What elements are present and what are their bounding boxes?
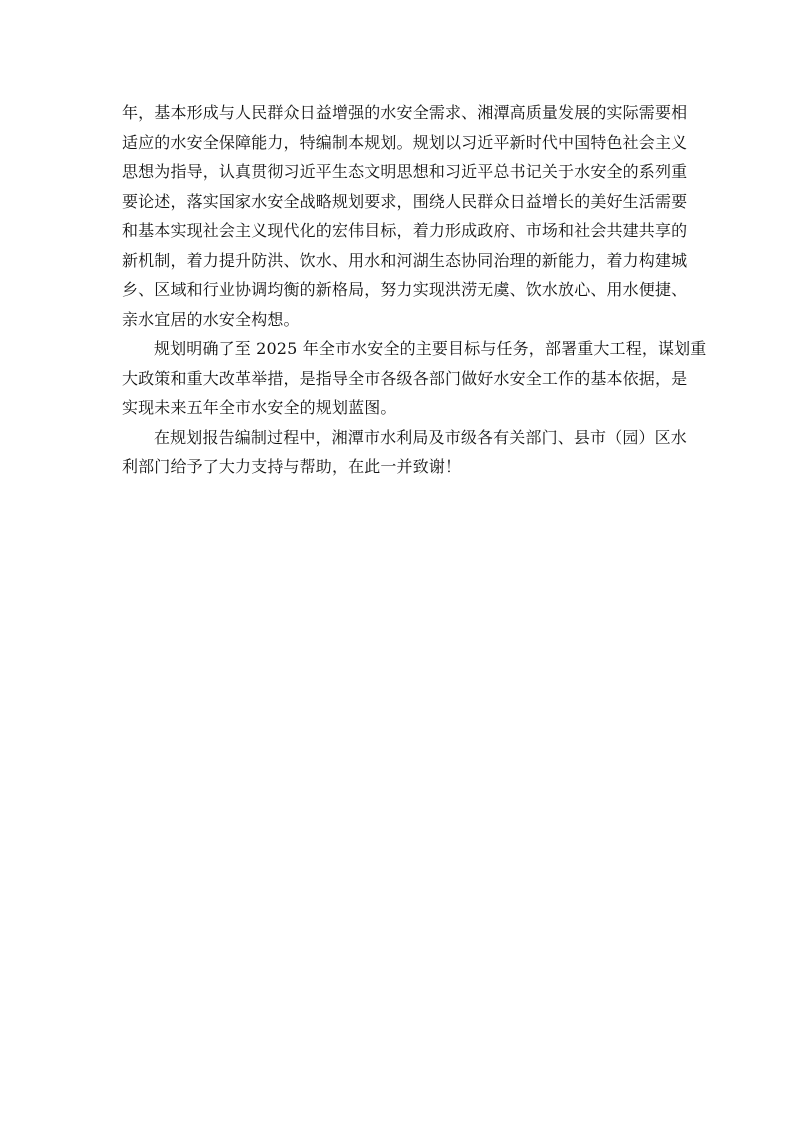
paragraph-3 bbox=[122, 423, 687, 482]
text-line: 利部门给予了大力支持与帮助，在此一并致谢！ bbox=[122, 457, 462, 476]
text-line: 亲水宜居的水安全构想。 bbox=[122, 309, 300, 329]
text-line: 适应的水安全保障能力，特编制本规划。规划以习近平新时代中国特色社会主义 bbox=[122, 132, 688, 152]
text-line: 规划明确了至 2025 年全市水安全的主要目标与任务，部署重大工程，谋划重 bbox=[154, 339, 707, 358]
paragraph-1 bbox=[122, 98, 688, 334]
text-line: 和基本实现社会主义现代化的宏伟目标，着力形成政府、市场和社会共建共享的 bbox=[122, 221, 688, 240]
text-line: 思想为指导，认真贯彻习近平生态文明思想和习近平总书记关于水安全的系列重 bbox=[122, 162, 688, 181]
document-body bbox=[122, 98, 707, 482]
text-line: 要论述，落实国家水安全战略规划要求，围绕人民群众日益增长的美好生活需要 bbox=[122, 191, 688, 211]
text-line: 年，基本形成与人民群众日益增强的水安全需求、湘潭高质量发展的实际需要相 bbox=[122, 103, 688, 122]
paragraph-2 bbox=[122, 334, 707, 423]
text-line: 新机制，着力提升防洪、饮水、用水和河湖生态协同治理的新能力，着力构建城 bbox=[122, 250, 688, 270]
text-line: 大政策和重大改革举措，是指导全市各级各部门做好水安全工作的基本依据，是 bbox=[122, 368, 688, 388]
text-line: 乡、区域和行业协调均衡的新格局，努力实现洪涝无虞、饮水放心、用水便捷、 bbox=[122, 280, 688, 299]
text-line: 实现未来五年全市水安全的规划蓝图。 bbox=[122, 398, 397, 417]
text-line: 在规划报告编制过程中，湘潭市水利局及市级各有关部门、县市（园）区水 bbox=[154, 427, 687, 447]
